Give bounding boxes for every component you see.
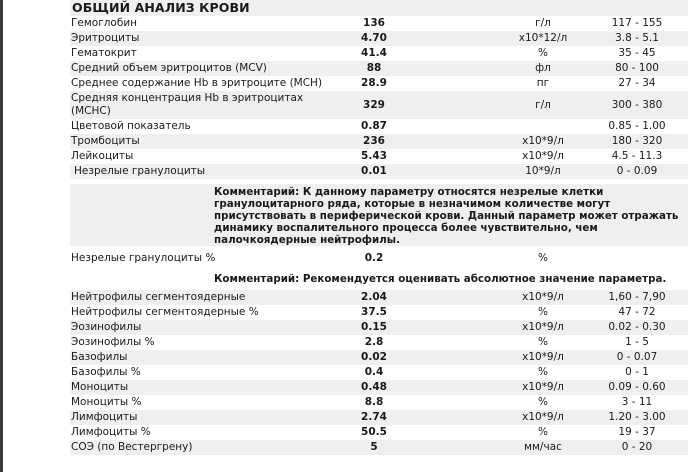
param-unit: x10*9/л bbox=[522, 351, 564, 363]
param-value: 28.9 bbox=[361, 77, 387, 89]
table-row bbox=[70, 164, 688, 179]
comment-absolute-value bbox=[70, 271, 688, 290]
table-row bbox=[70, 365, 688, 380]
param-range: 0 - 20 bbox=[621, 441, 653, 453]
param-name: Нейтрофилы сегментоядерные bbox=[71, 291, 246, 303]
param-value: 0.48 bbox=[361, 381, 387, 393]
param-value: 5.43 bbox=[361, 150, 387, 162]
table-row bbox=[70, 119, 688, 134]
table-row bbox=[70, 320, 688, 335]
param-unit: фл bbox=[535, 62, 551, 74]
param-name: Лимфоциты % bbox=[71, 426, 151, 438]
param-value: 0.87 bbox=[361, 120, 387, 132]
results-table-top bbox=[70, 16, 688, 179]
param-unit: г/л bbox=[535, 99, 551, 111]
param-unit: x10*9/л bbox=[522, 135, 564, 147]
param-name: Нейтрофилы сегментоядерные % bbox=[71, 306, 259, 318]
param-range: 300 - 380 bbox=[611, 99, 663, 111]
param-value: 0.4 bbox=[364, 366, 384, 378]
param-name-line2: (MCHC) bbox=[71, 105, 111, 117]
param-value: 88 bbox=[366, 62, 382, 74]
param-unit: x10*12/л bbox=[518, 32, 568, 44]
table-row bbox=[70, 350, 688, 365]
param-name: Лейкоциты bbox=[71, 150, 134, 162]
param-name: Лимфоциты bbox=[71, 411, 138, 423]
table-row bbox=[70, 410, 688, 425]
param-name: Базофилы % bbox=[71, 366, 141, 378]
table-row bbox=[70, 440, 688, 455]
param-value: 2.74 bbox=[361, 411, 387, 423]
param-range: 27 - 34 bbox=[618, 77, 656, 89]
param-name: Базофилы bbox=[71, 351, 128, 363]
param-name: Моноциты % bbox=[71, 396, 142, 408]
param-unit: % bbox=[538, 47, 548, 59]
param-value: 329 bbox=[363, 99, 385, 111]
table-row bbox=[70, 395, 688, 410]
param-value: 136 bbox=[363, 17, 385, 29]
param-value: 0.01 bbox=[361, 165, 387, 177]
param-name: Гематокрит bbox=[71, 47, 137, 59]
table-row bbox=[70, 134, 688, 149]
param-value: 50.5 bbox=[361, 426, 387, 438]
table-row bbox=[70, 290, 688, 305]
param-unit: % bbox=[538, 366, 548, 378]
report-title: ОБЩИЙ АНАЛИЗ КРОВИ bbox=[72, 0, 250, 15]
table-row bbox=[70, 91, 688, 119]
table-row bbox=[70, 149, 688, 164]
param-unit: пг bbox=[536, 77, 550, 89]
param-range: 1.20 - 3.00 bbox=[608, 411, 666, 423]
comment-immature-granulocytes bbox=[70, 184, 688, 246]
param-value: 0.02 bbox=[361, 351, 387, 363]
param-value: 5 bbox=[370, 441, 378, 453]
param-range: 3 - 11 bbox=[621, 396, 653, 408]
results-table-bottom bbox=[70, 290, 688, 455]
param-unit: % bbox=[538, 252, 548, 264]
param-value: 0.15 bbox=[361, 321, 387, 333]
param-name: Гемоглобин bbox=[71, 17, 138, 29]
table-row bbox=[70, 76, 688, 91]
table-row bbox=[70, 31, 688, 46]
report-header bbox=[70, 0, 688, 16]
param-value: 2.8 bbox=[364, 336, 384, 348]
param-unit: г/л bbox=[535, 17, 551, 29]
param-value: 2.04 bbox=[361, 291, 387, 303]
param-value: 236 bbox=[363, 135, 385, 147]
param-unit: x10*9/л bbox=[522, 321, 564, 333]
param-unit: % bbox=[538, 396, 548, 408]
param-value: 0.2 bbox=[364, 252, 384, 264]
param-value: 37.5 bbox=[361, 306, 387, 318]
table-row bbox=[70, 246, 688, 271]
param-range: 47 - 72 bbox=[618, 306, 656, 318]
param-unit: x10*9/л bbox=[522, 381, 564, 393]
param-range: 0.09 - 0.60 bbox=[608, 381, 666, 393]
param-name: Незрелые гранулоциты bbox=[74, 165, 206, 177]
param-unit: % bbox=[538, 336, 548, 348]
param-unit: 10*9/л bbox=[525, 165, 561, 177]
param-value: 4.70 bbox=[361, 32, 387, 44]
param-range: 3.8 - 5.1 bbox=[615, 32, 659, 44]
table-row bbox=[70, 335, 688, 350]
param-range: 0.85 - 1.00 bbox=[608, 120, 666, 132]
table-row bbox=[70, 16, 688, 31]
table-row bbox=[70, 46, 688, 61]
comment-text: Комментарий: К данному параметру относятся незрелые клетки гранулоцитарного ряда, которые в незначимом количестве могут присутствовать в периферической крови. Данный параметр может отражать динамику воспалительного процесса более чувствительно, чем палочкоядерные нейтрофилы. bbox=[214, 186, 679, 247]
param-range: 0 - 0.09 bbox=[616, 165, 658, 177]
param-range: 0.02 - 0.30 bbox=[608, 321, 666, 333]
param-name: Цветовой показатель bbox=[71, 120, 191, 132]
param-name: Эозинофилы % bbox=[71, 336, 155, 348]
table-row bbox=[70, 305, 688, 320]
param-name: Незрелые гранулоциты % bbox=[71, 252, 216, 264]
param-range: 0 - 0.07 bbox=[616, 351, 658, 363]
param-unit: % bbox=[538, 306, 548, 318]
comment-text: Комментарий: Рекомендуется оценивать абсолютное значение параметра. bbox=[214, 273, 667, 285]
param-name: Эритроциты bbox=[71, 32, 140, 44]
table-row bbox=[70, 380, 688, 395]
param-unit: x10*9/л bbox=[522, 291, 564, 303]
param-name-line1: Средняя концентрация Hb в эритроцитах bbox=[71, 92, 304, 104]
window-edge bbox=[0, 0, 3, 472]
param-range: 4.5 - 11.3 bbox=[611, 150, 663, 162]
param-range: 1 - 5 bbox=[625, 336, 649, 348]
param-value: 41.4 bbox=[361, 47, 387, 59]
param-range: 35 - 45 bbox=[618, 47, 656, 59]
param-range: 80 - 100 bbox=[615, 62, 659, 74]
param-name: Эозинофилы bbox=[71, 321, 142, 333]
table-row bbox=[70, 425, 688, 440]
param-unit: мм/час bbox=[524, 441, 562, 453]
param-range: 19 - 37 bbox=[618, 426, 656, 438]
param-value: 8.8 bbox=[364, 396, 384, 408]
param-range: 117 - 155 bbox=[611, 17, 663, 29]
param-name: Моноциты bbox=[71, 381, 129, 393]
param-unit: x10*9/л bbox=[522, 150, 564, 162]
param-unit: % bbox=[538, 426, 548, 438]
param-range: 1,60 - 7,90 bbox=[608, 291, 666, 303]
table-row bbox=[70, 61, 688, 76]
param-range: 0 - 1 bbox=[625, 366, 649, 378]
param-name: Тромбоциты bbox=[71, 135, 140, 147]
param-unit: x10*9/л bbox=[522, 411, 564, 423]
param-name: Среднее содержание Hb в эритроците (MCH) bbox=[71, 77, 323, 89]
blood-test-report bbox=[70, 0, 688, 455]
param-name: Средний объем эритроцитов (MCV) bbox=[71, 62, 267, 74]
param-name bbox=[71, 92, 303, 118]
param-name: СОЭ (по Вестергрену) bbox=[71, 441, 193, 453]
param-range: 180 - 320 bbox=[611, 135, 663, 147]
